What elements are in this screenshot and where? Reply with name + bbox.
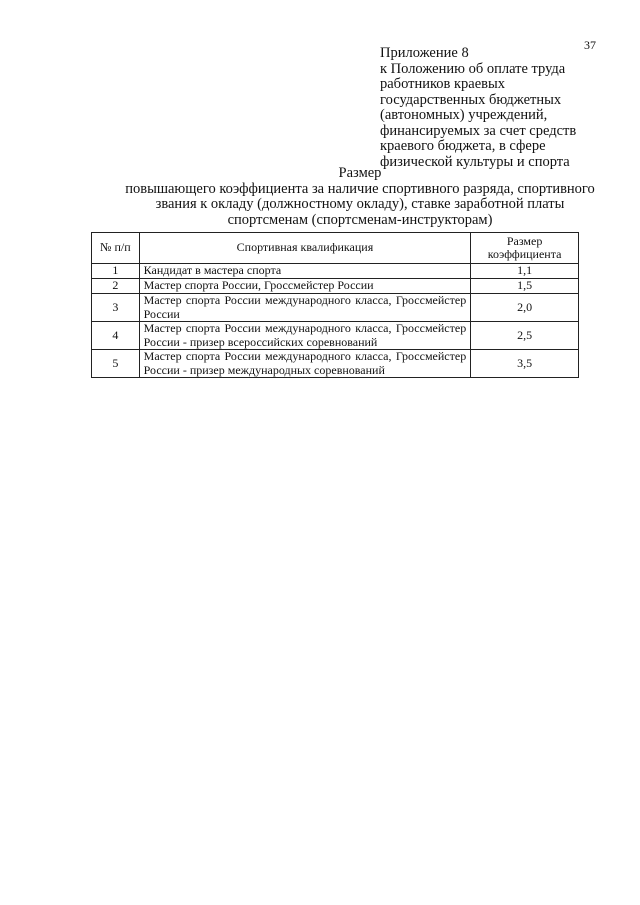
title-line: Размер xyxy=(338,165,382,181)
table-row xyxy=(92,279,579,294)
row-coefficient: 1,1 xyxy=(471,264,579,279)
table-row xyxy=(92,350,579,378)
appendix-line: (автономных) учреждений, xyxy=(380,107,548,123)
appendix-line: государственных бюджетных xyxy=(380,91,562,108)
appendix-line: финансируемых за счет средств xyxy=(380,122,577,139)
coefficient-table xyxy=(91,232,579,378)
row-number: 2 xyxy=(92,279,140,294)
row-qualification: Кандидат в мастера спорта xyxy=(139,264,471,279)
title-line: спортсменам (спортсменам-инструкторам) xyxy=(227,211,493,228)
row-qualification: Мастер спорта России, Гроссмейстер России xyxy=(139,279,471,294)
row-coefficient: 2,5 xyxy=(471,322,579,350)
row-number: 1 xyxy=(92,264,140,279)
table-row xyxy=(92,264,579,279)
page-number: 37 xyxy=(584,38,596,52)
appendix-line: работников краевых xyxy=(380,76,506,92)
row-coefficient: 3,5 xyxy=(471,350,579,378)
table-row xyxy=(92,322,579,350)
appendix-line: к Положению об оплате труда xyxy=(380,60,566,77)
row-qualification: Мастер спорта России международного класса, Гроссмейстер России - призер всероссийских соревнований xyxy=(139,322,471,350)
appendix-line: физической культуры и спорта xyxy=(380,153,570,170)
row-coefficient: 1,5 xyxy=(471,279,579,294)
table-header-row xyxy=(92,233,579,264)
row-number: 4 xyxy=(92,322,140,350)
title-line: звания к окладу (должностному окладу), ставке заработной платы xyxy=(155,196,565,212)
row-number: 5 xyxy=(92,350,140,378)
header-coefficient: Размер коэффициента xyxy=(471,233,579,264)
title-line: повышающего коэффициента за наличие спортивного разряда, спортивного xyxy=(125,180,595,197)
row-coefficient: 2,0 xyxy=(471,294,579,322)
document-title xyxy=(80,166,640,228)
table-row xyxy=(92,294,579,322)
appendix-header xyxy=(380,46,620,170)
row-qualification: Мастер спорта России международного класса, Гроссмейстер России - призер международных соревнований xyxy=(139,350,471,378)
appendix-line: краевого бюджета, в сфере xyxy=(380,138,546,154)
row-qualification: Мастер спорта России международного класса, Гроссмейстер России xyxy=(139,294,471,322)
header-qualification: Спортивная квалификация xyxy=(139,233,471,264)
appendix-line: Приложение 8 xyxy=(380,45,469,61)
row-number: 3 xyxy=(92,294,140,322)
header-number: № п/п xyxy=(92,233,140,264)
